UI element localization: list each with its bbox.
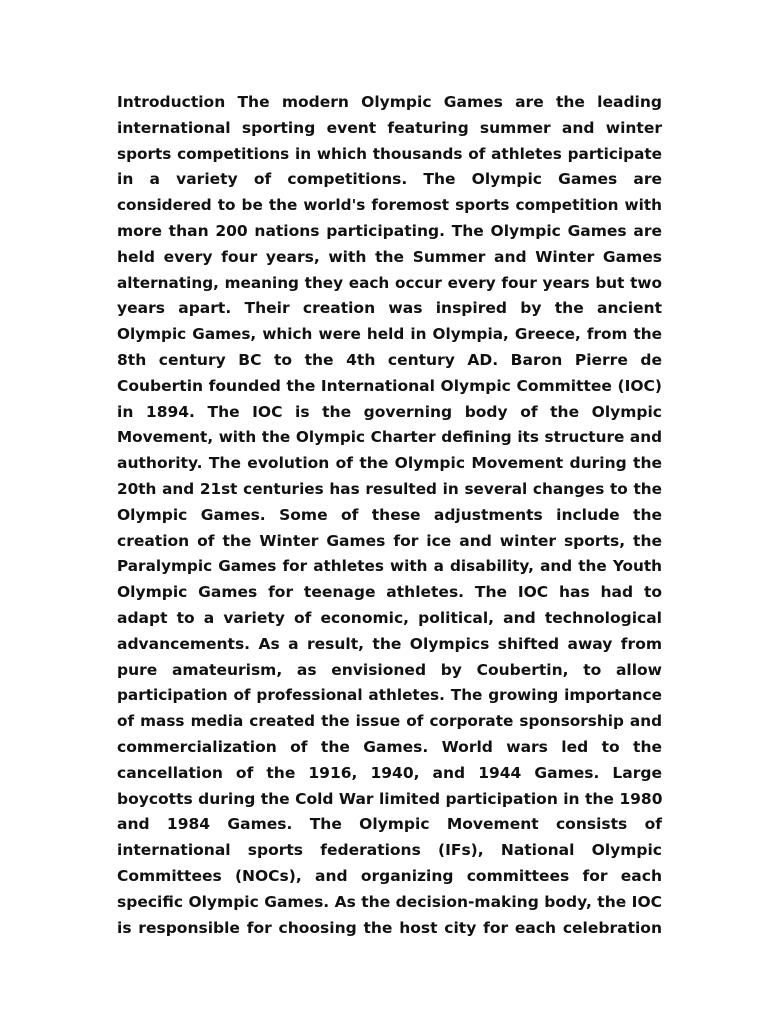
text-line: international sports federations (IFs), National Olympic	[117, 841, 662, 860]
text-line: pure amateurism, as envisioned by Coubertin, to allow	[117, 660, 662, 679]
text-line: Olympic Games. Some of these adjustments include the	[117, 505, 662, 524]
text-line: commercialization of the Games. World wars led to the	[117, 737, 662, 756]
text-line: Paralympic Games for athletes with a disability, and the Youth	[117, 557, 662, 576]
text-line: is responsible for choosing the host city for each celebration	[117, 918, 662, 937]
text-line: adapt to a variety of economic, political, and technological	[117, 608, 662, 627]
text-line: Coubertin founded the International Olympic Committee (IOC)	[117, 376, 662, 395]
text-line: more than 200 nations participating. The Olympic Games are	[117, 221, 662, 240]
text-line: participation of professional athletes. The growing importance	[117, 686, 662, 705]
text-line: held every four years, with the Summer and Winter Games	[117, 247, 662, 266]
text-line: 8th century BC to the 4th century AD. Baron Pierre de	[117, 350, 662, 369]
text-line: authority. The evolution of the Olympic Movement during the	[117, 454, 662, 473]
text-line: advancements. As a result, the Olympics shifted away from	[117, 634, 662, 653]
text-line: boycotts during the Cold War limited participation in the 1980	[117, 789, 663, 808]
text-line: considered to be the world's foremost sports competition with	[117, 196, 662, 215]
body-text	[117, 90, 662, 941]
text-line: of mass media created the issue of corporate sponsorship and	[117, 712, 662, 731]
text-line: and 1984 Games. The Olympic Movement consists of	[117, 815, 662, 834]
text-line: 20th and 21st centuries has resulted in several changes to the	[117, 479, 662, 498]
text-line: Olympic Games, which were held in Olympia, Greece, from the	[117, 325, 662, 344]
text-line: Introduction The modern Olympic Games are the leading	[117, 93, 662, 111]
text-line: in 1894. The IOC is the governing body of the Olympic	[117, 402, 662, 421]
text-line: sports competitions in which thousands of athletes participate	[117, 144, 662, 163]
text-line: Committees (NOCs), and organizing committees for each	[117, 866, 662, 885]
text-line: Movement, with the Olympic Charter defining its structure and	[117, 428, 662, 447]
text-line: Olympic Games for teenage athletes. The IOC has had to	[117, 583, 662, 602]
text-line: international sporting event featuring summer and winter	[117, 118, 662, 137]
text-line: specific Olympic Games. As the decision-making body, the IOC	[117, 892, 662, 911]
text-line: alternating, meaning they each occur every four years but two	[117, 273, 662, 292]
text-line: creation of the Winter Games for ice and winter sports, the	[117, 531, 662, 550]
text-line: years apart. Their creation was inspired by the ancient	[117, 299, 662, 318]
text-line: cancellation of the 1916, 1940, and 1944 Games. Large	[117, 763, 662, 782]
text-line: in a variety of competitions. The Olympic Games are	[117, 170, 662, 189]
